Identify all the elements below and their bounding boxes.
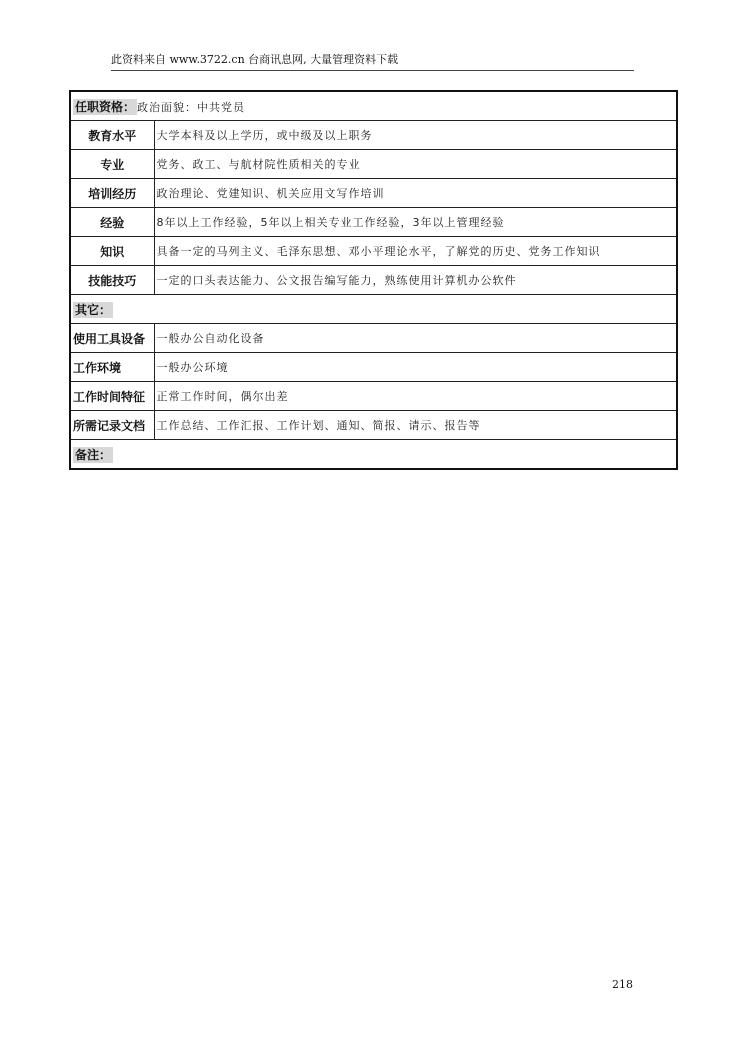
row-value-environment: 一般办公环境 — [154, 353, 677, 382]
table-row — [70, 382, 677, 411]
other-label: 其它： — [75, 302, 112, 317]
row-label-major: 专业 — [70, 150, 154, 179]
header-source-text: 此资料来自 www.3722.cn 台商讯息网, 大量管理资料下载 — [111, 53, 399, 66]
table-row — [70, 266, 677, 295]
row-value-skills: 一定的口头表达能力、公文报告编写能力，熟练使用计算机办公软件 — [154, 266, 677, 295]
qualification-label: 任职资格： — [75, 99, 136, 114]
row-label-work-time: 工作时间特征 — [70, 382, 154, 411]
qualification-header-row — [70, 91, 677, 121]
page-header — [111, 52, 634, 71]
row-value-work-time: 正常工作时间，偶尔出差 — [154, 382, 677, 411]
other-header-row — [70, 295, 677, 324]
row-label-training: 培训经历 — [70, 179, 154, 208]
row-label-documents: 所需记录文档 — [70, 411, 154, 440]
remarks-row — [70, 440, 677, 470]
table-row — [70, 237, 677, 266]
row-label-experience: 经验 — [70, 208, 154, 237]
other-header-cell — [70, 295, 677, 324]
row-value-documents: 工作总结、工作汇报、工作计划、通知、简报、请示、报告等 — [154, 411, 677, 440]
political-status: 政治面貌：中共党员 — [137, 100, 246, 114]
row-value-major: 党务、政工、与航材院性质相关的专业 — [154, 150, 677, 179]
remarks-cell — [70, 440, 677, 470]
row-value-education: 大学本科及以上学历，或中级及以上职务 — [154, 121, 677, 150]
table-row — [70, 121, 677, 150]
qualification-header-cell — [70, 91, 677, 121]
page-number: 218 — [612, 978, 633, 991]
row-value-tools: 一般办公自动化设备 — [154, 324, 677, 353]
row-value-training: 政治理论、党建知识、机关应用文写作培训 — [154, 179, 677, 208]
table-row — [70, 208, 677, 237]
row-label-skills: 技能技巧 — [70, 266, 154, 295]
row-value-experience: 8年以上工作经验，5年以上相关专业工作经验，3年以上管理经验 — [154, 208, 677, 237]
table-row — [70, 179, 677, 208]
table-row — [70, 353, 677, 382]
table-row — [70, 324, 677, 353]
remarks-label: 备注： — [75, 447, 112, 462]
row-value-knowledge: 具备一定的马列主义、毛泽东思想、邓小平理论水平，了解党的历史、党务工作知识 — [154, 237, 677, 266]
row-label-knowledge: 知识 — [70, 237, 154, 266]
row-label-environment: 工作环境 — [70, 353, 154, 382]
row-label-education: 教育水平 — [70, 121, 154, 150]
row-label-tools: 使用工具设备 — [70, 324, 154, 353]
table-row — [70, 150, 677, 179]
table-row — [70, 411, 677, 440]
job-requirements-table — [69, 90, 678, 470]
